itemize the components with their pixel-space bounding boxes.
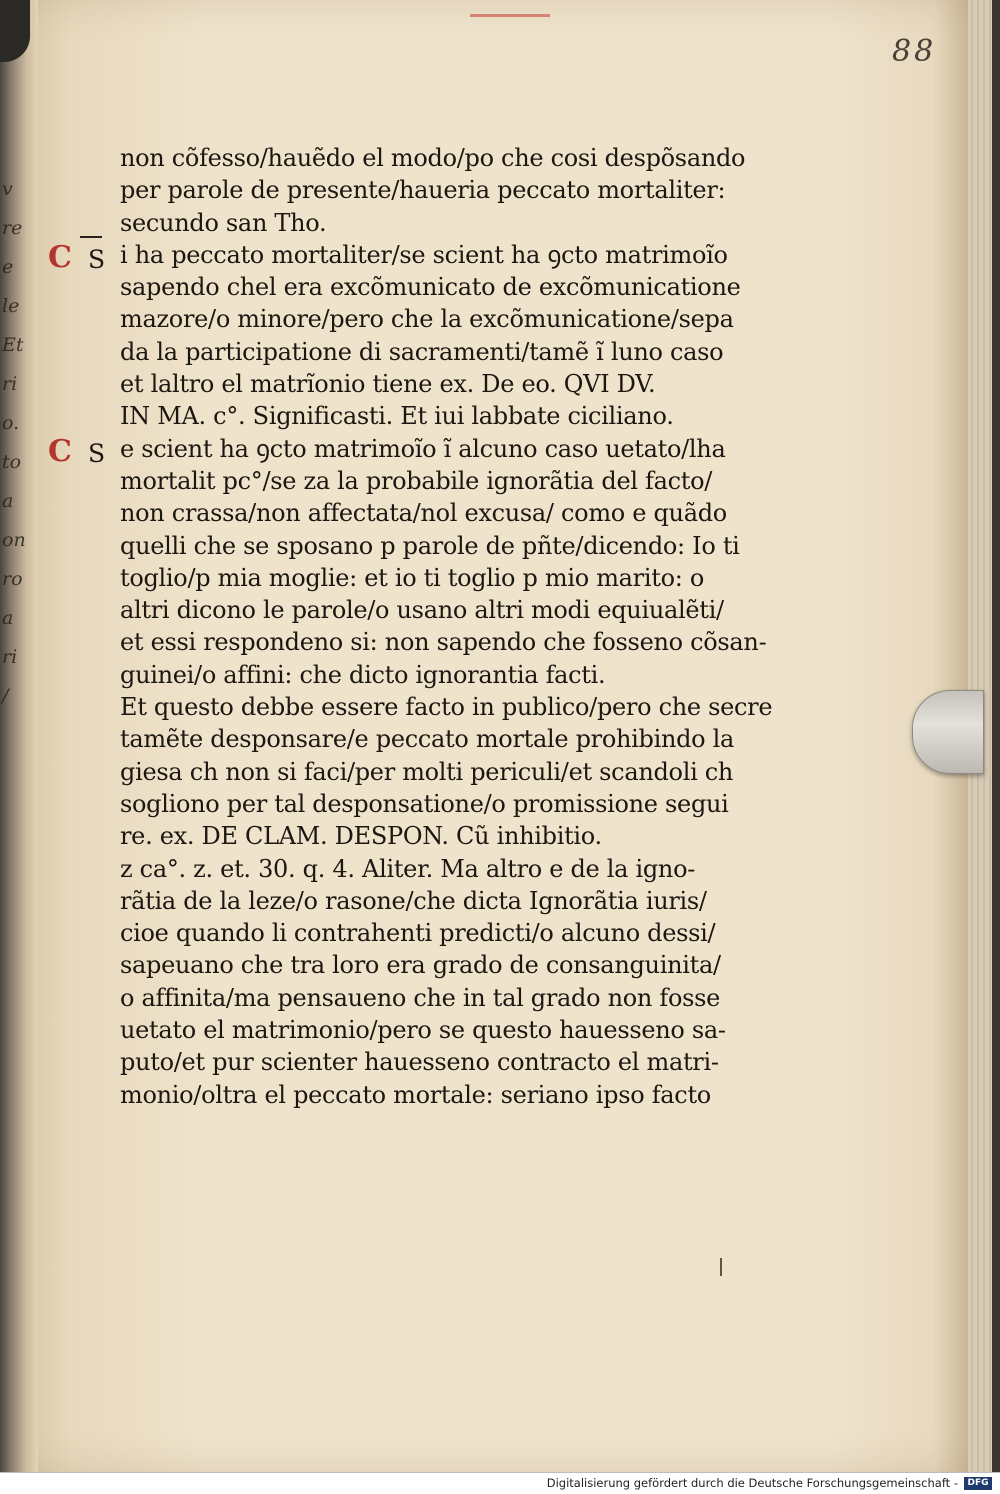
text-line: et essi respondeno si: non sapendo che fosseno cõsan- — [120, 628, 767, 657]
text-line: z ca°. z. et. 30. q. 4. Aliter. Ma altro e de la igno- — [120, 854, 696, 883]
text-line: i ha peccato mortaliter/se scient ha ꝯcto matrimoĩo — [120, 240, 728, 269]
text-line: toglio/p mia moglie: et io ti toglio p mio marito: o — [120, 563, 704, 592]
stray-ink-mark — [720, 1258, 722, 1276]
text-line: guinei/o affini: che dicto ignorantia facti. — [120, 660, 606, 689]
text-line: quelli che se sposano p parole de pñte/dicendo: Io ti — [120, 531, 740, 560]
text-line: giesa ch non si faci/per molti periculi/et scandoli ch — [120, 757, 734, 786]
text-line: uetato el matrimonio/pero se questo hauesseno sa- — [120, 1016, 726, 1045]
folio-number: 88 — [892, 34, 937, 69]
paragraph-mark-1: C — [48, 240, 72, 275]
text-line: altri dicono le parole/o usano altri modi equiualẽti/ — [120, 596, 724, 625]
text-line: mazore/o minore/pero che la excõmunicatione/sepa — [120, 305, 734, 334]
text-line: secundo san Tho. — [120, 208, 327, 237]
text-line: mortalit pc°/se za la probabile ignorãtia del facto/ — [120, 466, 713, 495]
funding-credit: Digitalisierung gefördert durch die Deutsche Forschungsgemeinschaft - — [546, 1476, 958, 1490]
footer-bar — [0, 1472, 1000, 1494]
initial-letter-2: S — [88, 439, 106, 468]
gutter-mark: le — [2, 295, 20, 317]
text-line: tamẽte desponsare/e peccato mortale prohibindo la — [120, 725, 735, 754]
gutter-mark: on — [2, 529, 26, 551]
gutter-mark: Et — [2, 334, 24, 356]
gutter-mark: ro — [2, 568, 23, 590]
text-line: puto/et pur scienter hauesseno contracto el matri- — [120, 1048, 719, 1077]
text-line: rãtia de la leze/o rasone/che dicta Ignorãtia iuris/ — [120, 886, 707, 915]
margin-dash — [80, 236, 102, 238]
page-edge-shadow — [992, 0, 1000, 1472]
gutter-mark: ri — [2, 373, 18, 395]
gutter-mark: e — [2, 256, 14, 278]
gutter-mark: o. — [2, 412, 20, 434]
gutter-mark: v — [2, 178, 13, 200]
top-header-remnant — [470, 6, 550, 17]
gutter-mark: a — [2, 490, 14, 512]
page-clip — [912, 690, 984, 774]
text-line: non crassa/non affectata/nol excusa/ como e quãdo — [120, 499, 727, 528]
gutter-margin-text — [2, 170, 32, 716]
gutter-mark: ri — [2, 646, 18, 668]
text-line: per parole de presente/haueria peccato mortaliter: — [120, 176, 726, 205]
text-line: o affinita/ma pensaueno che in tal grado non fosse — [120, 983, 721, 1012]
body-text — [120, 142, 773, 1111]
gutter-mark: a — [2, 607, 14, 629]
dfg-logo: DFG — [964, 1477, 992, 1490]
text-line: da la participatione di sacramenti/tamẽ ĩ luno caso — [120, 337, 724, 366]
text-line: et laltro el matrĩonio tiene ex. De eo. QVI DV. — [120, 370, 656, 399]
gutter-mark: to — [2, 451, 22, 473]
paragraph-mark-2: C — [48, 434, 72, 469]
gutter-mark: re — [2, 217, 23, 239]
text-line: sogliono per tal desponsatione/o promissione segui — [120, 789, 729, 818]
text-line: cioe quando li contrahenti predicti/o alcuno dessi/ — [120, 919, 716, 948]
text-line: non cõfesso/hauẽdo el modo/po che cosi despõsando — [120, 144, 746, 172]
text-line: re. ex. DE CLAM. DESPON. Cũ inhibitio. — [120, 822, 602, 851]
text-line: Et questo debbe essere facto in publico/pero che secre — [120, 693, 773, 722]
text-line: sapendo chel era excõmunicato de excõmunicatione — [120, 273, 741, 302]
text-line: IN MA. c°. Significasti. Et iui labbate ciciliano. — [120, 402, 674, 431]
initial-letter-1: S — [88, 245, 106, 274]
text-line: sapeuano che tra loro era grado de consanguinita/ — [120, 951, 721, 980]
gutter-mark: / — [2, 685, 9, 707]
text-line: e scient ha ꝯcto matrimoĩo ĩ alcuno caso uetato/lha — [120, 434, 726, 463]
text-line: monio/oltra el peccato mortale: seriano ipso facto — [120, 1080, 711, 1109]
